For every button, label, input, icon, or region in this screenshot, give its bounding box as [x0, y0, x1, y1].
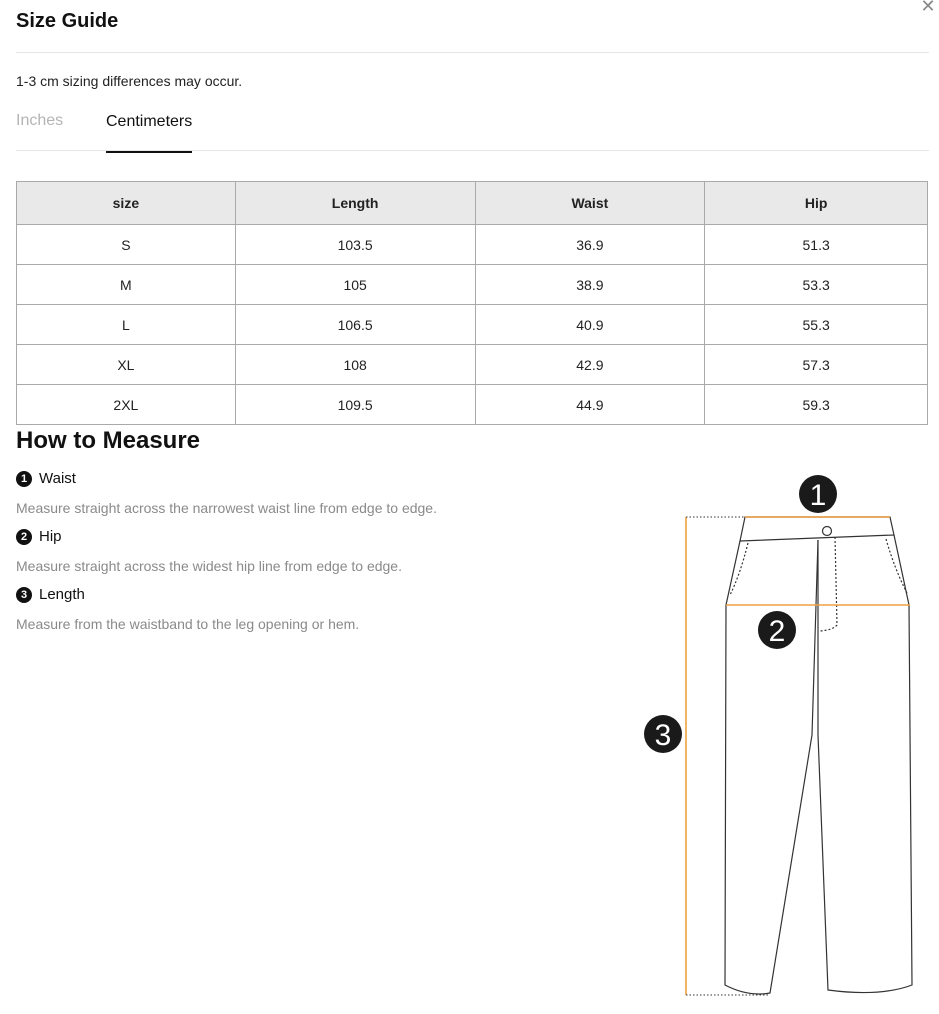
cell-size: XL [17, 345, 236, 385]
marker-two-icon [758, 611, 796, 649]
cell-size: 2XL [17, 385, 236, 425]
close-icon[interactable]: ✕ [920, 0, 936, 16]
cell-size: M [17, 265, 236, 305]
cell-hip: 53.3 [705, 265, 928, 305]
table-row [17, 265, 928, 305]
marker-label: 3 [654, 719, 672, 752]
cell-hip: 57.3 [705, 345, 928, 385]
cell-length: 106.5 [235, 305, 475, 345]
table-row [17, 385, 928, 425]
measure-item-hip [16, 528, 62, 545]
table-row [17, 305, 928, 345]
cell-length: 108 [235, 345, 475, 385]
column-header-length: Length [235, 182, 475, 225]
header-divider [16, 52, 929, 53]
number-three-icon: 3 [16, 587, 32, 603]
measurement-lines [686, 517, 910, 995]
tab-centimeters[interactable]: Centimeters [106, 113, 192, 153]
cell-waist: 36.9 [475, 225, 705, 265]
column-header-waist: Waist [475, 182, 705, 225]
cell-waist: 38.9 [475, 265, 705, 305]
table-header-row [17, 182, 928, 225]
sizing-note: 1-3 cm sizing differences may occur. [16, 73, 243, 89]
size-table [16, 181, 928, 425]
measure-desc-length: Measure from the waistband to the leg opening or hem. [16, 616, 360, 632]
cell-hip: 59.3 [705, 385, 928, 425]
tab-inches[interactable]: Inches [16, 112, 64, 129]
page-title: Size Guide [16, 10, 119, 32]
measure-item-length [16, 586, 85, 603]
measure-desc-hip: Measure straight across the widest hip line from edge to edge. [16, 558, 402, 574]
cell-size: S [17, 225, 236, 265]
measure-label: Length [39, 586, 85, 603]
pants-diagram [630, 465, 930, 1010]
measure-desc-waist: Measure straight across the narrowest waist line from edge to edge. [16, 500, 437, 516]
number-two-icon: 2 [16, 529, 32, 545]
cell-waist: 44.9 [475, 385, 705, 425]
table-row [17, 225, 928, 265]
number-one-icon: 1 [16, 471, 32, 487]
cell-hip: 51.3 [705, 225, 928, 265]
cell-length: 109.5 [235, 385, 475, 425]
table-row [17, 345, 928, 385]
column-header-hip: Hip [705, 182, 928, 225]
marker-label: 2 [768, 615, 786, 648]
pants-outline-icon [725, 517, 912, 994]
unit-tabs [16, 103, 929, 151]
cell-hip: 55.3 [705, 305, 928, 345]
measure-label: Hip [39, 528, 62, 545]
cell-length: 105 [235, 265, 475, 305]
cell-waist: 42.9 [475, 345, 705, 385]
cell-size: L [17, 305, 236, 345]
marker-one-icon [799, 475, 837, 513]
measure-label: Waist [39, 470, 76, 487]
column-header-size: size [17, 182, 236, 225]
marker-three-icon [644, 715, 682, 753]
cell-length: 103.5 [235, 225, 475, 265]
how-to-measure-title: How to Measure [16, 427, 201, 454]
marker-label: 1 [809, 479, 827, 512]
cell-waist: 40.9 [475, 305, 705, 345]
measure-item-waist [16, 470, 76, 487]
